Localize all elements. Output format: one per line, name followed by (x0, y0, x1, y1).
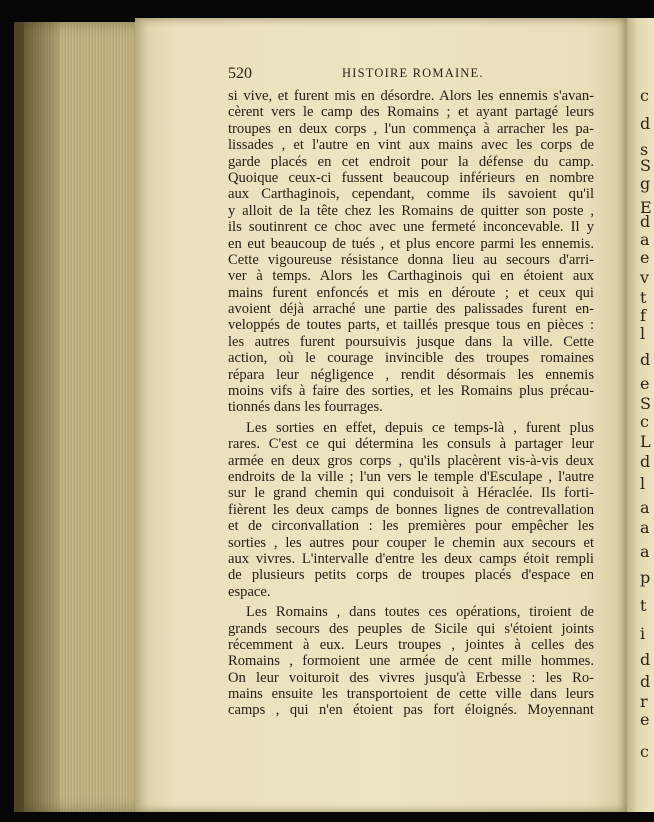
text-line: moins vifs à faire des sorties, et les Romains plus précau- (228, 383, 594, 400)
text-line: aux vivres. L'intervalle d'entre les deux camps étoit rempli (228, 550, 594, 567)
facing-page-letter: f (640, 306, 646, 325)
text-line: garde placés en cet endroit pour la défense du camp. (228, 153, 594, 170)
facing-page-letter: p (640, 568, 651, 587)
facing-page-letter: t (640, 288, 647, 307)
text-line: sur le grand chemin qui conduisoit à Héraclée. Ils forti- (228, 485, 594, 502)
facing-page-letter: d (640, 650, 651, 669)
facing-page-letter: d (640, 672, 651, 691)
text-line: action, où le courage invincible des troupes romaines (228, 350, 594, 367)
text-line: Les Romains , dans toutes ces opérations, tiroient de (246, 604, 594, 621)
text-line: Les sorties en effet, depuis ce temps-là , furent plus (246, 419, 594, 436)
text-line: Romains , formoient une armée de cent mille hommes. (228, 653, 594, 670)
body-text (228, 88, 594, 719)
text-line: armée en deux gros corps , qu'ils placèrent vis-à-vis deux (228, 452, 594, 469)
facing-page-letter: c (640, 86, 649, 105)
facing-page-letter: l (640, 474, 646, 493)
text-line: Quoique ceux-ci fussent beaucoup inférieurs en nombre (228, 169, 594, 186)
facing-page-letter: c (640, 742, 649, 761)
text-line: en eut beaucoup de tués , et plus encore parmi les ennemis. (228, 235, 594, 252)
text-line: fièrent les deux camps de bonnes lignes de contrevallation (228, 501, 594, 518)
text-line: les autres furent poursuivis jusque dans la ville. Cette (228, 333, 594, 350)
facing-page-letter: e (640, 710, 650, 729)
facing-page-letter: g (640, 174, 651, 193)
running-title: HISTOIRE ROMAINE. (342, 66, 484, 80)
text-line: répara leur négligence , rendit désormais les ennemis (228, 366, 594, 383)
page-number: 520 (228, 65, 252, 82)
facing-page-edge (627, 18, 654, 812)
facing-page-letter: t (640, 596, 647, 615)
facing-page-letter: c (640, 412, 649, 431)
text-line: Cette vigoureuse résistance donna lieu au secours d'arri- (228, 251, 594, 268)
book-edge-shadow (14, 22, 60, 812)
text-line: camps , qui n'en étoient pas fort éloignés. Moyennant (228, 702, 594, 719)
text-line: veloppés de toutes parts, et taillés presque tous en pièces : (228, 317, 594, 334)
facing-page-letter: a (640, 518, 650, 537)
running-head (228, 65, 594, 83)
text-line: ils soutinrent ce choc avec une fermeté inconcevable. Il y (228, 219, 594, 236)
text-line: tionnés dans les fourrages. (228, 399, 383, 416)
text-line: troupes en deux corps , l'un commença à arracher les pa- (228, 120, 594, 137)
facing-page-letter: L (640, 432, 651, 451)
facing-page-letter: r (640, 692, 648, 711)
text-line: de plusieurs petits corps de troupes placés d'espace en (228, 567, 594, 584)
text-line: si vive, et furent mis en désordre. Alors les ennemis s'avan- (228, 88, 594, 104)
facing-page-letter: d (640, 114, 651, 133)
facing-page-letter: S (640, 394, 651, 413)
text-line: On leur voituroit des vivres jusqu'à Erbesse : les Ro- (228, 669, 594, 686)
text-line: récemment à eux. Leurs troupes , jointes à celles des (228, 636, 594, 653)
text-line: cèrent vers le camp des Romains ; et ayant partagé leurs (228, 104, 594, 121)
facing-page-letter: d (640, 212, 651, 231)
text-line: avoient déjà arraché une partie des palissades furent en- (228, 301, 594, 318)
text-line: ver à temps. Alors les Carthaginois qui en étoient aux (228, 268, 594, 285)
text-line: sorties , les autres pour couper le chemin aux secours et (228, 534, 594, 551)
facing-page-letter: l (640, 324, 646, 343)
facing-page-letter: e (640, 248, 650, 267)
text-line: rares. C'est ce qui détermina les consuls à partager leur (228, 436, 594, 453)
text-line: mains furent enfoncés et mis en déroute ; et ceux qui (228, 284, 594, 301)
text-line: y alloit de la tête chez les Romains de quitter son poste , (228, 202, 594, 219)
facing-page-letter: d (640, 452, 651, 471)
text-line: espace. (228, 583, 271, 600)
facing-page-letter: a (640, 498, 650, 517)
facing-page-letter: i (640, 624, 646, 643)
text-line: et de circonvallation : les premières pour empêcher les (228, 518, 594, 535)
facing-page-letter: a (640, 230, 650, 249)
text-line: mains ensuite les transportoient de cette ville dans leurs (228, 686, 594, 703)
facing-page-letter: e (640, 374, 650, 393)
facing-page-letter: s (640, 140, 649, 159)
facing-page-letter: v (640, 268, 650, 287)
text-line: aux Carthaginois, cependant, comme ils savoient qu'il (228, 186, 594, 203)
facing-page-letter: d (640, 350, 651, 369)
text-line: endroits de la ville ; l'un vers le temple d'Esculape , l'autre (228, 468, 594, 485)
facing-page-letter: E (640, 198, 652, 217)
facing-page-letter: S (640, 156, 651, 175)
text-line: lissades , et l'autre en vint aux mains avec les corps de (228, 137, 594, 154)
text-line: grands secours des peuples de Sicile qui s'étoient joints (228, 620, 594, 637)
facing-page-letter: a (640, 542, 650, 561)
